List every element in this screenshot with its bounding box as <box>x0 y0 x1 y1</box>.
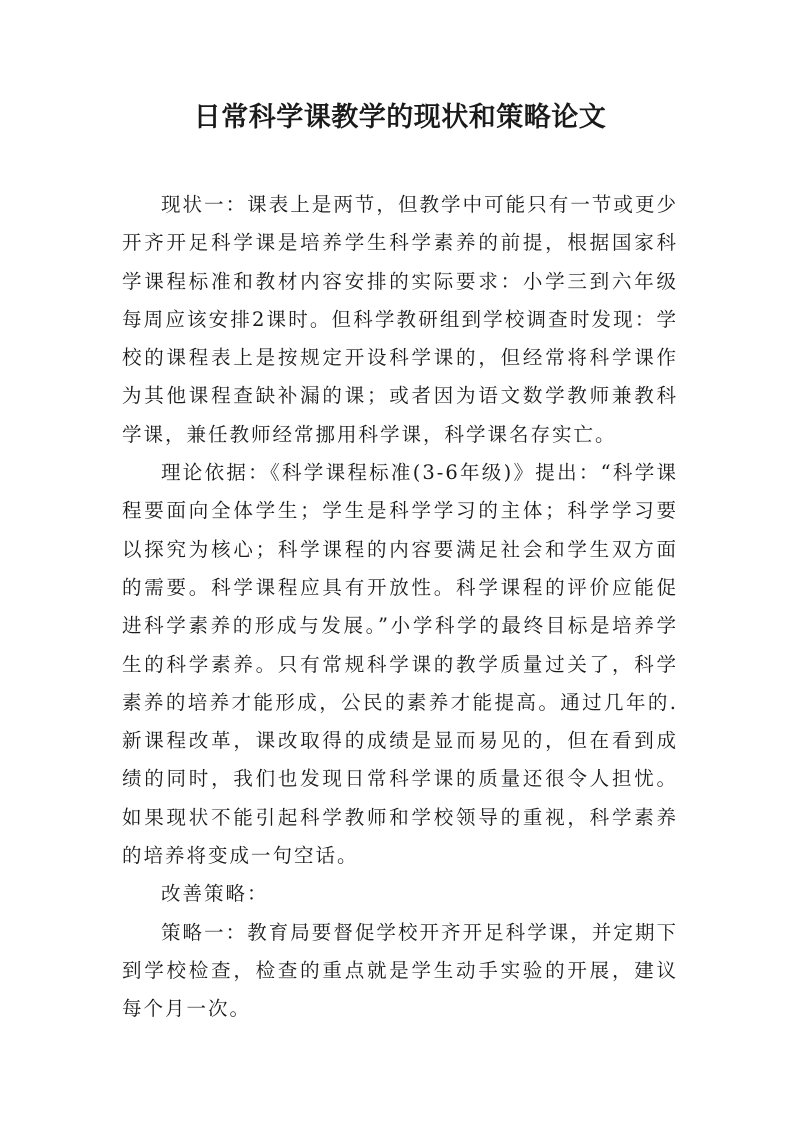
paragraph-improvement-heading: 改善策略： <box>161 882 269 906</box>
paragraph-strategy-one: 策略一：教育局要督促学校开齐开足科学课，并定期下到学校检查，检查的重点就是学生动手实验的开展，建议每个月一次。 <box>122 920 678 1021</box>
document-body <box>122 186 678 1029</box>
document-title: 日常科学课教学的现状和策略论文 <box>193 102 607 133</box>
paragraph-current-status: 现状一：课表上是两节，但教学中可能只有一节或更少开齐开足科学课是培养学生科学素养的前提，根据国家科学课程标准和教材内容安排的实际要求：小学三到六年级每周应该安排2课时。但科学教研组到学校调查时发现：学校的课程表上是按规定开设科学课的，但经常将科学课作为其他课程查缺补漏的课；或者因为语文数学教师兼教科学课，兼任教师经常挪用科学课，科学课名存实亡。 <box>122 193 678 446</box>
paragraph-theoretical-basis: 理论依据：《科学课程标准(3-6年级)》提出：“科学课程要面向全体学生；学生是科学学习的主体；科学学习要以探究为核心；科学课程的内容要满足社会和学生双方面的需要。科学课程应具有开放性。科学课程的评价应能促进科学素养的形成与发展。”小学科学的最终目标是培养学生的科学素养。只有常规科学课的教学质量过关了，科学素养的培养才能形成，公民的素养才能提高。通过几年的.新课程改革，课改取得的成绩是显而易见的，但在看到成绩的同时，我们也发现日常科学课的质量还很令人担忧。如果现状不能引起科学教师和学校领导的重视，科学素养的培养将变成一句空话。 <box>122 461 678 868</box>
